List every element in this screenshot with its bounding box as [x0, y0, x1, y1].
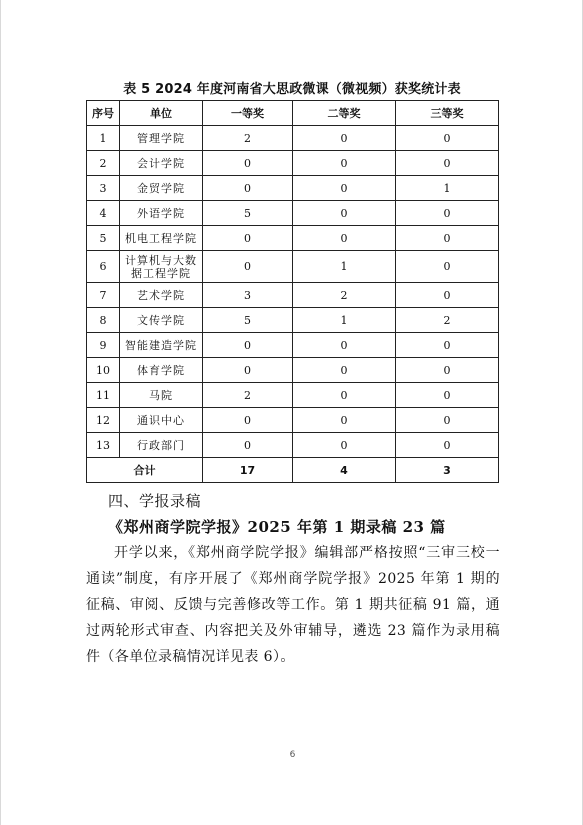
cell-second-prize: 0 [293, 408, 396, 433]
cell-second-prize: 0 [293, 333, 396, 358]
cell-first-prize: 3 [203, 283, 293, 308]
column-header-unit: 单位 [120, 101, 203, 126]
cell-unit [120, 176, 203, 201]
cell-second-prize: 1 [293, 251, 396, 283]
table-caption: 表 5 2024 年度河南省大思政微课（微视频）获奖统计表 [123, 82, 461, 97]
cell-index: 5 [87, 226, 120, 251]
total-third-prize: 3 [396, 458, 499, 483]
section-heading: 四、学报录稿 [108, 492, 202, 510]
cell-index: 10 [87, 358, 120, 383]
cell-third-prize: 0 [396, 333, 499, 358]
cell-unit [120, 333, 203, 358]
unit-name: 管理学院 [137, 131, 185, 145]
cell-first-prize: 0 [203, 226, 293, 251]
unit-name: 文传学院 [137, 313, 185, 327]
cell-unit [120, 383, 203, 408]
table-body [87, 126, 499, 483]
table-total-row [87, 458, 499, 483]
unit-name: 智能建造学院 [125, 338, 197, 352]
cell-index: 8 [87, 308, 120, 333]
unit-name: 马院 [149, 388, 173, 402]
cell-first-prize: 0 [203, 433, 293, 458]
cell-index: 11 [87, 383, 120, 408]
column-header-second-prize: 二等奖 [293, 101, 396, 126]
cell-first-prize: 5 [203, 308, 293, 333]
unit-name: 会计学院 [137, 156, 185, 170]
table-row [87, 226, 499, 251]
cell-second-prize: 0 [293, 201, 396, 226]
unit-name: 外语学院 [137, 206, 185, 220]
cell-unit [120, 358, 203, 383]
cell-index: 2 [87, 151, 120, 176]
cell-first-prize: 0 [203, 358, 293, 383]
cell-second-prize: 1 [293, 308, 396, 333]
cell-first-prize: 5 [203, 201, 293, 226]
cell-unit [120, 201, 203, 226]
table-header-row [87, 101, 499, 126]
cell-second-prize: 2 [293, 283, 396, 308]
unit-name: 金贸学院 [137, 181, 185, 195]
cell-index: 3 [87, 176, 120, 201]
table-row [87, 151, 499, 176]
cell-first-prize: 0 [203, 251, 293, 283]
cell-index: 6 [87, 251, 120, 283]
column-header-third-prize: 三等奖 [396, 101, 499, 126]
cell-first-prize: 0 [203, 333, 293, 358]
table-row [87, 176, 499, 201]
column-header-first-prize: 一等奖 [203, 101, 293, 126]
cell-second-prize: 0 [293, 126, 396, 151]
cell-third-prize: 0 [396, 383, 499, 408]
total-label: 合计 [87, 458, 203, 483]
column-header-index: 序号 [87, 101, 120, 126]
cell-third-prize: 0 [396, 226, 499, 251]
cell-index: 13 [87, 433, 120, 458]
total-first-prize: 17 [203, 458, 293, 483]
unit-name: 体育学院 [137, 363, 185, 377]
unit-name: 行政部门 [137, 438, 185, 452]
table-row [87, 201, 499, 226]
cell-unit [120, 151, 203, 176]
table-row [87, 383, 499, 408]
award-statistics-table [86, 100, 499, 483]
body-paragraph: 开学以来，《郑州商学院学报》编辑部严格按照“三审三校一通读”制度，有序开展了《郑州商学院学报》2025 年第 1 期的征稿、审阅、反馈与完善修改等工作。第 1 期共征稿 91 篇，通过两轮形式审查、内容把关及外审辅导，遴选 23 篇作为录用稿件（各单位录稿情况详见表 6）。 [86, 545, 500, 665]
cell-third-prize: 0 [396, 408, 499, 433]
cell-third-prize: 0 [396, 151, 499, 176]
cell-index: 7 [87, 283, 120, 308]
cell-second-prize: 0 [293, 383, 396, 408]
cell-third-prize: 0 [396, 126, 499, 151]
table-row [87, 358, 499, 383]
cell-index: 12 [87, 408, 120, 433]
cell-index: 4 [87, 201, 120, 226]
cell-first-prize: 0 [203, 151, 293, 176]
cell-second-prize: 0 [293, 176, 396, 201]
article-title: 《郑州商学院学报》2025 年第 1 期录稿 23 篇 [108, 518, 446, 536]
cell-unit [120, 283, 203, 308]
cell-first-prize: 2 [203, 126, 293, 151]
unit-name: 机电工程学院 [125, 231, 197, 245]
unit-name: 艺术学院 [137, 288, 185, 302]
cell-unit [120, 408, 203, 433]
cell-unit [120, 433, 203, 458]
cell-second-prize: 0 [293, 151, 396, 176]
cell-third-prize: 0 [396, 283, 499, 308]
cell-first-prize: 0 [203, 408, 293, 433]
table-row [87, 283, 499, 308]
unit-name: 通识中心 [137, 413, 185, 427]
table-row [87, 333, 499, 358]
cell-unit [120, 251, 203, 283]
cell-second-prize: 0 [293, 358, 396, 383]
cell-index: 1 [87, 126, 120, 151]
table-row [87, 408, 499, 433]
cell-third-prize: 0 [396, 433, 499, 458]
cell-first-prize: 0 [203, 176, 293, 201]
cell-unit [120, 126, 203, 151]
cell-third-prize: 0 [396, 251, 499, 283]
table-row [87, 126, 499, 151]
cell-second-prize: 0 [293, 226, 396, 251]
cell-third-prize: 0 [396, 201, 499, 226]
cell-first-prize: 2 [203, 383, 293, 408]
cell-second-prize: 0 [293, 433, 396, 458]
cell-third-prize: 0 [396, 358, 499, 383]
cell-third-prize: 2 [396, 308, 499, 333]
table-row [87, 308, 499, 333]
table-row [87, 433, 499, 458]
unit-name: 计算机与大数据工程学院 [125, 253, 197, 280]
page-number: 6 [289, 750, 296, 760]
table-row [87, 251, 499, 283]
cell-third-prize: 1 [396, 176, 499, 201]
cell-unit [120, 226, 203, 251]
total-second-prize: 4 [293, 458, 396, 483]
cell-unit [120, 308, 203, 333]
cell-index: 9 [87, 333, 120, 358]
